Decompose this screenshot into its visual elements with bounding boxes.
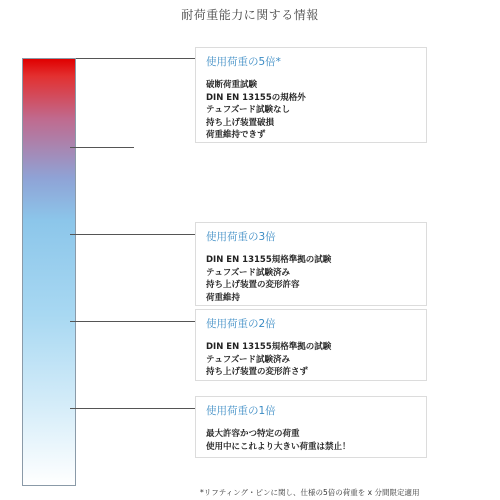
load-gradient-bar [22,58,76,486]
connector-5x-top [76,58,195,59]
level-heading: 使用荷重の2倍 [206,318,276,330]
level-heading: 使用荷重の5倍* [206,56,281,68]
level-line: 荷重維持できず [206,130,266,140]
level-line: DIN EN 13155の規格外 [206,92,306,103]
level-box-5x [195,47,427,143]
level-heading: 使用荷重の1倍 [206,405,276,417]
footnote: *リフティング・ピンに関し、仕様の5倍の荷重を x 分間限定適用 [200,488,420,497]
level-line: 持ち上げ装置破損 [206,117,275,128]
level-line: DIN EN 13155規格準拠の試験 [206,255,332,265]
level-line: 使用中にこれより大きい荷重は禁止！ [206,441,351,452]
page-title: 耐荷重能力に関する情報 [181,8,319,22]
level-line: テュフズード試験なし [206,105,290,115]
connector-3x [70,234,195,235]
level-line: 最大許容かつ特定の荷重 [206,429,300,439]
connector-2x [70,321,195,322]
level-line: 荷重維持 [206,292,241,303]
level-box-2x [195,309,427,381]
level-line: テュフズード試験済み [206,354,290,365]
level-line: 持ち上げ装置の変形許さず [206,367,309,377]
level-line: テュフズード試験済み [206,267,290,278]
level-box-1x [195,396,427,458]
connector-5x-mid [70,147,134,148]
level-heading: 使用荷重の3倍 [206,231,276,243]
level-line: DIN EN 13155規格準拠の試験 [206,342,332,352]
level-box-3x [195,222,427,306]
level-line: 破断荷重試験 [206,80,258,90]
level-line: 持ち上げ装置の変形許容 [206,280,300,290]
connector-1x [70,408,195,409]
